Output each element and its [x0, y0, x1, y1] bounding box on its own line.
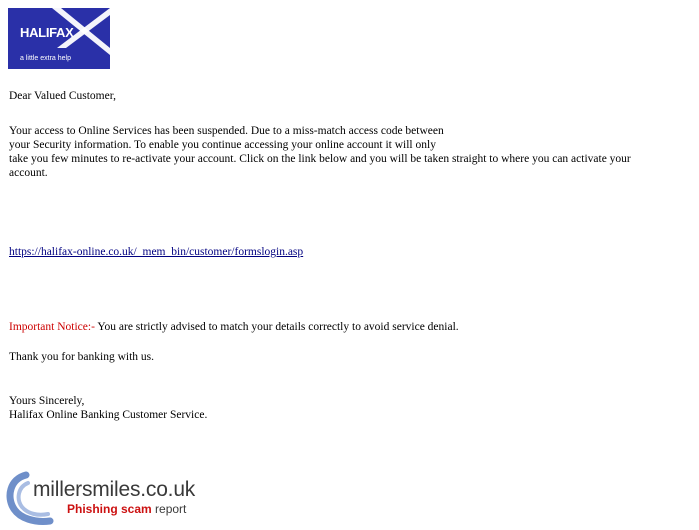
millersmiles-brand: millersmiles.co.uk	[33, 478, 196, 501]
body-line-2: your Security information. To enable you continue accessing your online account it will only	[9, 139, 436, 151]
thanks-line: Thank you for banking with us.	[9, 351, 155, 363]
halifax-logo-text: HALIFAX	[20, 25, 74, 40]
signature: Halifax Online Banking Customer Service.	[9, 409, 208, 421]
phishing-report-tag	[67, 502, 186, 516]
halifax-logo	[8, 8, 110, 69]
important-notice-label: Important Notice:-	[9, 321, 95, 333]
greeting: Dear Valued Customer,	[9, 90, 116, 102]
important-notice	[9, 320, 459, 334]
millersmiles-logo	[6, 471, 226, 525]
body-line-3: take you few minutes to re-activate your account. Click on the link below and you will be taken straight to where you can activate your	[9, 153, 631, 165]
report-label: report	[151, 502, 187, 516]
important-notice-text: You are strictly advised to match your details correctly to avoid service denial.	[94, 321, 459, 333]
halifax-logo-tagline: a little extra help	[20, 55, 71, 62]
body-line-1: Your access to Online Services has been suspended. Due to a miss-match access code between	[9, 125, 444, 137]
signoff: Yours Sincerely,	[9, 395, 85, 407]
body-line-4: account.	[9, 167, 48, 179]
reactivation-link[interactable]: https://halifax-online.co.uk/_mem_bin/customer/formslogin.asp	[9, 246, 304, 258]
phishing-scam-label: Phishing scam	[67, 502, 152, 516]
